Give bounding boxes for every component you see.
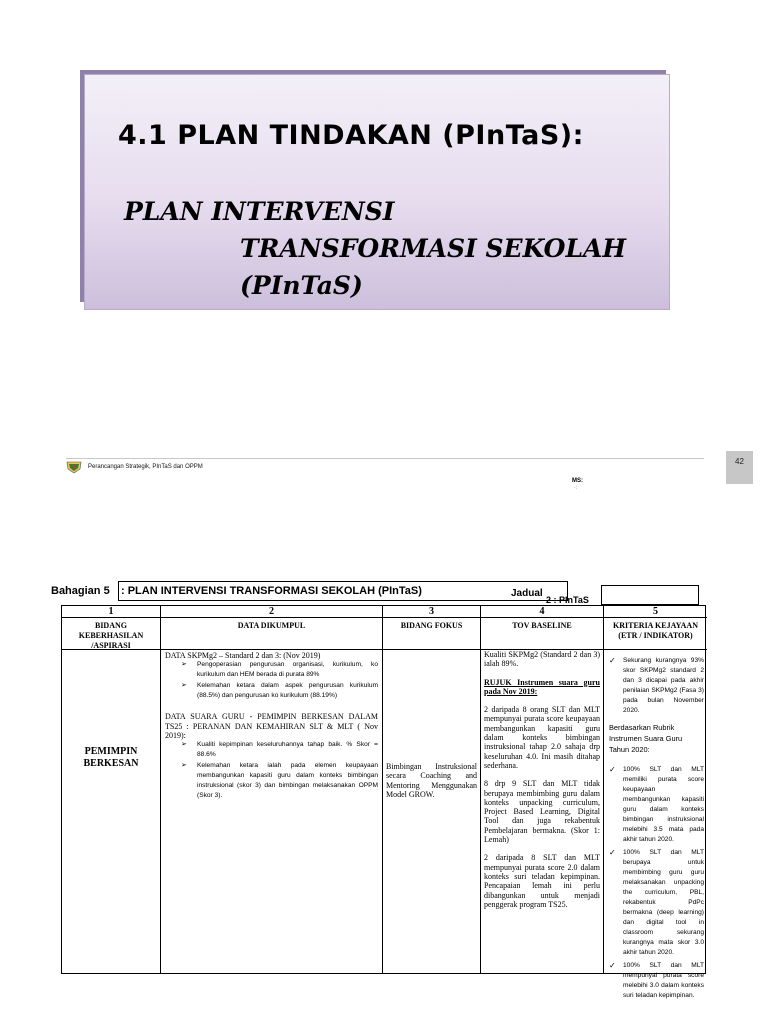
subtitle-line-2: TRANSFORMASI SEKOLAH — [240, 234, 627, 263]
table-cell — [481, 650, 603, 973]
column-number: 1 — [62, 606, 160, 618]
tick-mark: ·: — [574, 486, 578, 491]
list-item: ➢ Kualiti kepimpinan keseluruhannya tahap baik. % Skor = 88.6% — [181, 741, 378, 759]
arrow-bullet-icon: ➢ — [181, 661, 187, 669]
tov-paragraph-3: 8 drp 9 SLT dan MLT tidak berupaya membimbing guru dalam konteks unpacking curriculum, Project Based Learning, Digital Tool dan juga rekabentuk Pembelajaran bermakna. (Skor 1: Lemah) — [484, 779, 600, 845]
jadual-box — [601, 585, 699, 605]
table-cell — [62, 650, 160, 973]
fokus-value: Bimbingan Instruksional secara Coaching and Mentoring Menggunakan Model GROW. — [386, 762, 477, 799]
column-kriteria — [604, 606, 707, 999]
bidang-value: PEMIMPIN BERKESAN — [83, 746, 139, 769]
arrow-bullet-icon: ➢ — [181, 682, 187, 690]
ms-label: MS: — [572, 478, 583, 484]
pintas-table — [61, 605, 706, 999]
jadual-label: Jadual — [511, 588, 543, 599]
tov-rujuk: RUJUK Instrumen suara guru pada Nov 2019: — [484, 677, 600, 696]
column-header: TOV BASELINE — [481, 618, 603, 650]
column-number: 2 — [161, 606, 382, 618]
list-item: ✓ 100% SLT dan MLT memiliki purata score keupayaan membangunkan kapasiti guru dalam konteks bimbingan instruksional melebihi 3.5 mata pada akhir tahun 2020. — [609, 765, 704, 843]
check-icon: ✓ — [609, 656, 616, 665]
table-cell — [383, 650, 480, 973]
column-data — [161, 606, 383, 973]
title-box — [84, 74, 670, 310]
column-header: BIDANG KEBERHASILAN /ASPIRASI — [62, 618, 160, 650]
data-paragraph-1: DATA SKPMg2 – Standard 2 dan 3: (Nov 2019) — [165, 651, 321, 660]
jadual-number: 2 : PInTaS — [546, 595, 589, 605]
page-number: 42 — [726, 451, 753, 484]
list-item: ➢ Kelemahan ketara ialah pada elemen keupayaan membangunkan kapasiti guru dalam konteks bimbingan instruksional (skor 3) dan bimbingan melaksanakan OPPM (Skor 3). — [181, 762, 378, 800]
column-number: 3 — [383, 606, 480, 618]
tov-paragraph-4: 2 daripada 8 SLT dan MLT mempunyai purata score 2.0 dalam konteks suri teladan kepimpinan. Pencapaian lemah ini perlu dibangunkan untuk menjadi penggerak program TS25. — [484, 853, 600, 909]
arrow-bullet-icon: ➢ — [181, 762, 187, 770]
page-title: 4.1 PLAN TINDAKAN (PInTaS): — [118, 120, 584, 151]
school-logo-icon — [66, 460, 82, 474]
list-item: ➢ Kelemahan ketara dalam aspek pengurusan kurikulum (88.5%) dan pengurusan ko kurikulum (88.19%) — [181, 682, 378, 700]
header-divider — [66, 458, 704, 459]
subtitle-line-3: (PInTaS) — [240, 271, 363, 300]
kriteria-note: Berdasarkan Rubrik Instrumen Suara Guru Tahun 2020: — [609, 723, 683, 754]
column-fokus — [383, 606, 481, 973]
check-icon: ✓ — [609, 765, 616, 774]
check-icon: ✓ — [609, 848, 616, 857]
subtitle-line-1: PLAN INTERVENSI — [124, 197, 395, 226]
section-title: : PLAN INTERVENSI TRANSFORMASI SEKOLAH (PInTaS) — [118, 581, 568, 601]
list-item: ✓ 100% SLT dan MLT berupaya untuk membimbing guru guru melaksanakan unpacking the curriculum, PBL, rekabentuk PdPc bermakna (deep learning) dan digital tool in classroom sekurang kurangnya mata skor 3.0 akhir tahun 2020. — [609, 848, 704, 956]
column-header: KRITERIA KEJAYAAN (ETR / INDIKATOR) — [604, 618, 707, 650]
data-paragraph-2: DATA SUARA GURU - PEMIMPIN BERKESAN DALAM TS25 : PERANAN DAN KEMAHIRAN SLT & MLT ( Nov 2019): — [165, 712, 378, 740]
column-number: 4 — [481, 606, 603, 618]
list-item: ➢ Pengoperasian pengurusan organisasi, kurikulum, ko kurikulum dan HEM berada di purata 89% — [181, 661, 378, 679]
tov-paragraph-2: 2 daripada 8 orang SLT dan MLT mempunyai purata score keupayaan membangunkan kapasiti guru dalam konteks bimbingan instruksional tahap 2.0 sahaja drp keseluruhan 4.0. Ini masih ditahap sederhana. — [484, 705, 600, 770]
column-header: DATA DIKUMPUL — [161, 618, 382, 650]
column-header: BIDANG FOKUS — [383, 618, 480, 650]
arrow-bullet-icon: ➢ — [181, 741, 187, 749]
column-bidang — [62, 606, 161, 973]
document-title: Perancangan Strategik, PInTaS dan OPPM — [88, 464, 203, 470]
list-item: ✓ Sekurang kurangnya 93% skor SKPMg2 standard 2 dan 3 dicapai pada akhir penilaian SKPMg2 (Fasa 3) pada bulan November 2020. — [609, 656, 704, 714]
table-cell — [604, 650, 707, 999]
list-item: ✓ 100% SLT dan MLT mempunyai purata score melebihi 3.0 dalam konteks suri teladan kepimpinan. — [609, 961, 704, 999]
column-tov — [481, 606, 604, 973]
table-cell — [161, 650, 382, 973]
check-icon: ✓ — [609, 961, 616, 970]
tov-paragraph-1: Kualiti SKPMg2 (Standard 2 dan 3) ialah 89%. — [484, 650, 600, 669]
section-label: Bahagian 5 — [51, 585, 110, 597]
column-number: 5 — [604, 606, 707, 618]
